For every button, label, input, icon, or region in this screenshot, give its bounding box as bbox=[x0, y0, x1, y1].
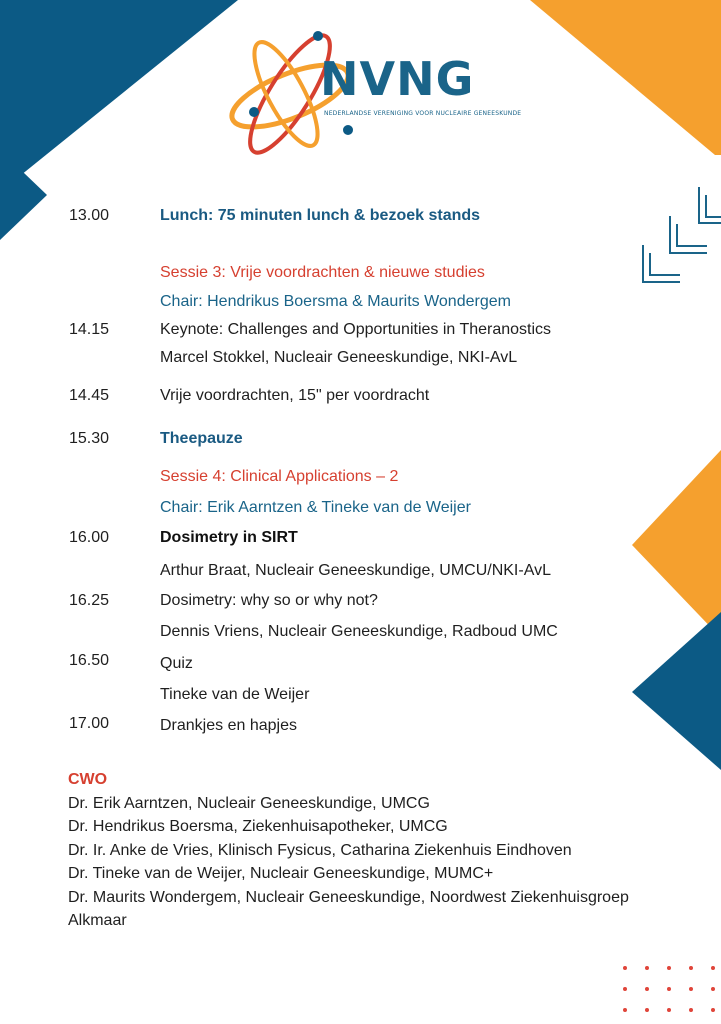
drinks-title: Drankjes en hapjes bbox=[160, 717, 297, 734]
time-label: 16.50 bbox=[69, 652, 110, 669]
time-label: 14.15 bbox=[69, 321, 110, 338]
session-4-chair: Chair: Erik Aarntzen & Tineke van de Weijer bbox=[160, 499, 471, 516]
cwo-heading: CWO bbox=[68, 771, 108, 788]
right-navy-diamond bbox=[632, 612, 721, 772]
keynote-speaker: Marcel Stokkel, Nucleair Geneeskundige, NKI-AvL bbox=[160, 349, 518, 366]
committee-member: Dr. Hendrikus Boersma, Ziekenhuisapotheker, UMCG bbox=[68, 818, 448, 835]
logo-title: NVNG bbox=[320, 52, 475, 106]
talk-speaker: Dennis Vriens, Nucleair Geneeskundige, Radboud UMC bbox=[160, 623, 558, 640]
nvng-logo bbox=[228, 14, 522, 162]
time-label: 13.00 bbox=[69, 207, 110, 224]
lunch-heading: Lunch: 75 minuten lunch & bezoek stands bbox=[160, 207, 481, 224]
time-label: 14.45 bbox=[69, 387, 110, 404]
tea-break-heading: Theepauze bbox=[160, 430, 243, 447]
quiz-host: Tineke van de Weijer bbox=[160, 686, 310, 703]
time-label: 16.25 bbox=[69, 592, 110, 609]
top-right-orange-diamond bbox=[530, 0, 721, 160]
quiz-title: Quiz bbox=[160, 655, 193, 672]
committee-member-continued: Alkmaar bbox=[68, 912, 127, 929]
committee-member: Dr. Maurits Wondergem, Nucleair Geneeskundige, Noordwest Ziekenhuisgroep bbox=[68, 889, 629, 906]
free-talks: Vrije voordrachten, 15" per voordracht bbox=[160, 387, 430, 404]
talk-title: Dosimetry in SIRT bbox=[160, 529, 298, 546]
talk-speaker: Arthur Braat, Nucleair Geneeskundige, UMCU/NKI-AvL bbox=[160, 562, 551, 579]
logo-subtitle: NEDERLANDSE VERENIGING VOOR NUCLEAIRE GENEESKUNDE bbox=[324, 110, 522, 117]
session-4-title: Sessie 4: Clinical Applications – 2 bbox=[160, 468, 399, 485]
talk-title: Dosimetry: why so or why not? bbox=[160, 592, 378, 609]
time-label: 16.00 bbox=[69, 529, 110, 546]
committee-member: Dr. Tineke van de Weijer, Nucleair Geneeskundige, MUMC+ bbox=[68, 865, 494, 882]
keynote-title: Keynote: Challenges and Opportunities in Theranostics bbox=[160, 321, 552, 338]
session-3-title: Sessie 3: Vrije voordrachten & nieuwe studies bbox=[160, 264, 485, 281]
time-label: 17.00 bbox=[69, 715, 110, 732]
stairs-outline-icon bbox=[638, 183, 721, 285]
committee-member: Dr. Erik Aarntzen, Nucleair Geneeskundige, UMCG bbox=[68, 795, 430, 812]
session-3-chair: Chair: Hendrikus Boersma & Maurits Wondergem bbox=[160, 293, 511, 310]
red-dot-grid bbox=[616, 962, 721, 1024]
committee-member: Dr. Ir. Anke de Vries, Klinisch Fysicus, Catharina Ziekenhuis Eindhoven bbox=[68, 842, 572, 859]
time-label: 15.30 bbox=[69, 430, 110, 447]
